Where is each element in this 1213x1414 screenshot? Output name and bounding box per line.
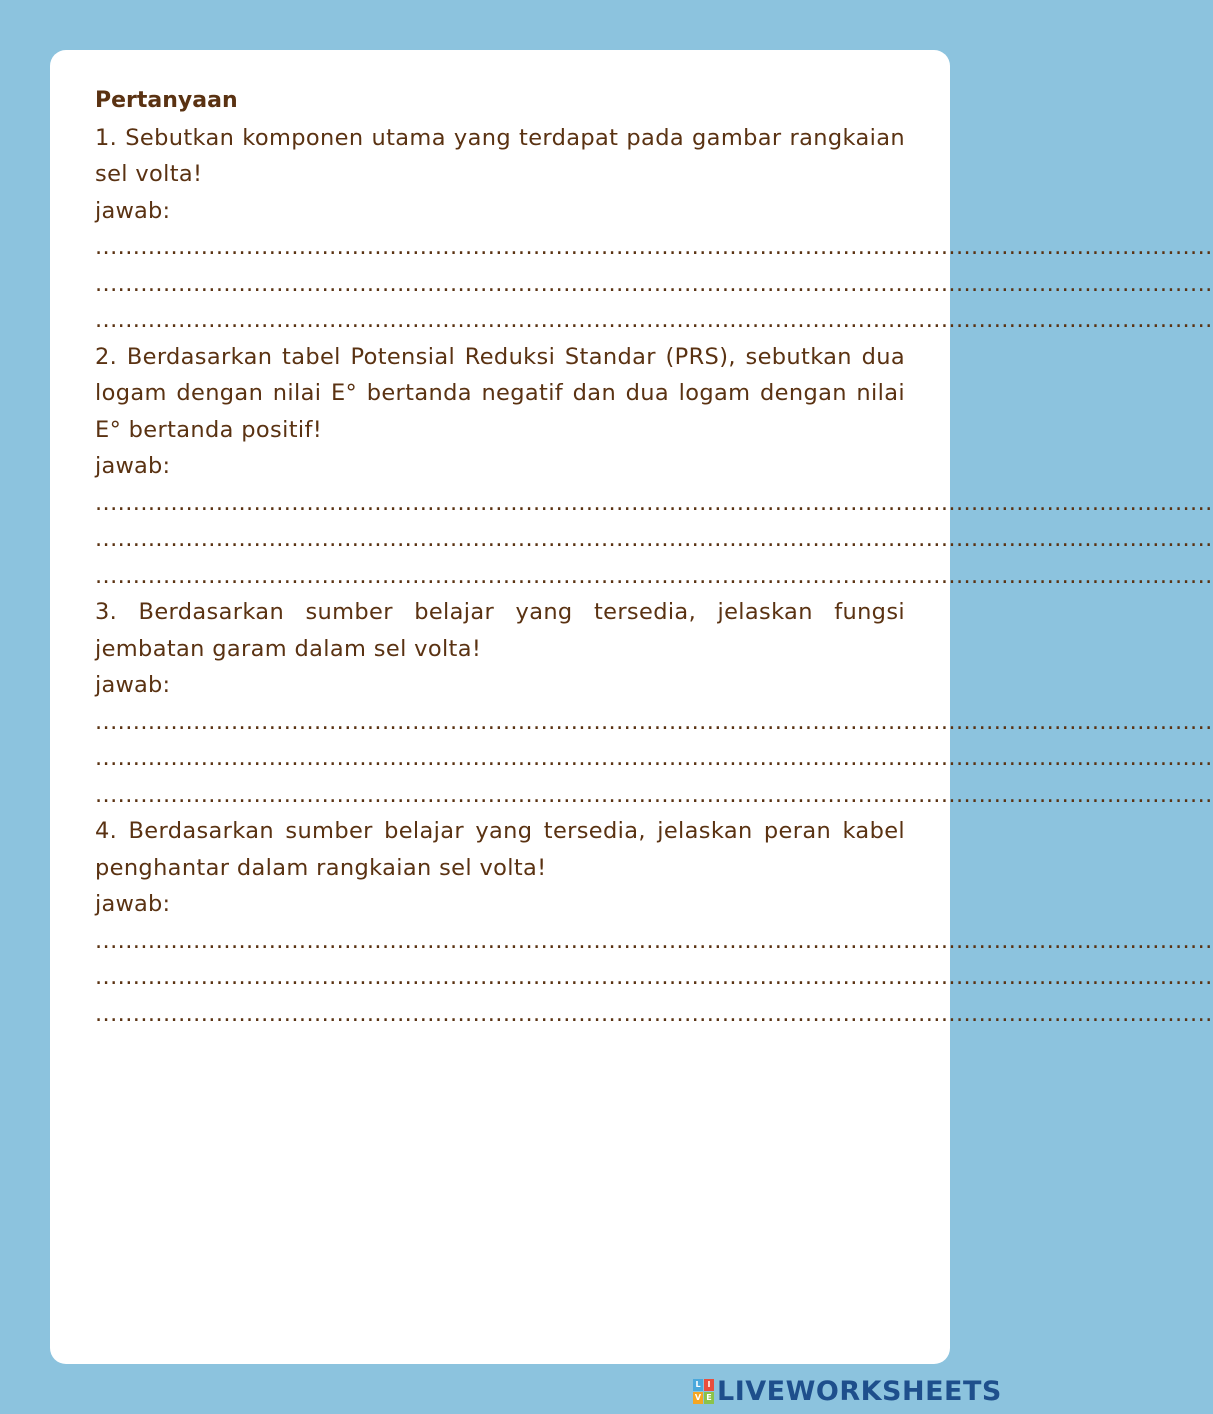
- question-2: 2. Berdasarkan tabel Potensial Reduksi Standar (PRS), sebutkan dua logam dengan nilai E° bertanda negatif dan dua logam dengan nilai E° bertanda positif!: [95, 343, 905, 443]
- answer-label-1: jawab:: [95, 197, 171, 224]
- worksheet-card: [50, 50, 1213, 1364]
- logo-letter: V: [694, 1392, 702, 1402]
- liveworksheets-logo: [693, 1376, 1002, 1406]
- answer-line[interactable]: ....................................................................................................................................................: [95, 781, 1213, 808]
- answer-line[interactable]: ....................................................................................................................................................: [95, 927, 1213, 954]
- logo-letter: L: [693, 1379, 703, 1391]
- answer-line[interactable]: ....................................................................................................................................................: [95, 964, 1213, 990]
- answer-line[interactable]: ....................................................................................................................................................: [95, 234, 1213, 260]
- answer-line[interactable]: ....................................................................................................................................................: [95, 1000, 1213, 1027]
- question-3: 3. Berdasarkan sumber belajar yang tersedia, jelaskan fungsi jembatan garam dalam sel volta!: [95, 599, 905, 662]
- logo-letter: E: [704, 1392, 714, 1404]
- answer-line[interactable]: ....................................................................................................................................................: [95, 526, 1213, 552]
- answer-line[interactable]: ....................................................................................................................................................: [95, 270, 1213, 297]
- answer-line[interactable]: ....................................................................................................................................................: [95, 745, 1213, 771]
- answer-line[interactable]: ....................................................................................................................................................: [95, 489, 1213, 516]
- brand-name: LIVEWORKSHEETS: [717, 1375, 1002, 1407]
- answer-label-3: jawab:: [95, 672, 171, 698]
- question-4: 4. Berdasarkan sumber belajar yang tersedia, jelaskan peran kabel penghantar dalam rangkaian sel volta!: [95, 818, 905, 881]
- answer-line[interactable]: ....................................................................................................................................................: [95, 708, 1213, 735]
- logo-letter: I: [704, 1379, 714, 1391]
- answer-line[interactable]: ....................................................................................................................................................: [95, 562, 1213, 589]
- logo-icon: [693, 1379, 714, 1404]
- answer-line[interactable]: ....................................................................................................................................................: [95, 307, 1213, 333]
- answer-label-2: jawab:: [95, 453, 171, 479]
- worksheet-content: [95, 83, 1213, 1032]
- question-1: 1. Sebutkan komponen utama yang terdapat pada gambar rangkaian sel volta!: [95, 124, 905, 187]
- section-heading: Pertanyaan: [95, 88, 238, 113]
- answer-label-4: jawab:: [95, 891, 171, 917]
